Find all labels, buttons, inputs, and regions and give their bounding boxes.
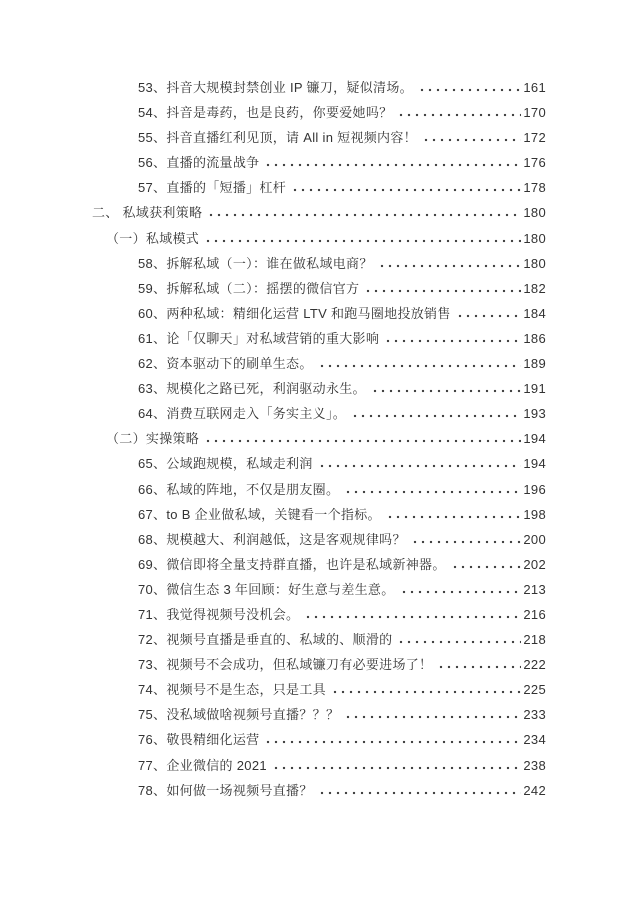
- toc-entry[interactable]: [92, 351, 546, 376]
- toc-entry[interactable]: [92, 552, 546, 577]
- toc-entry[interactable]: [92, 652, 546, 677]
- toc-leader-dots: [344, 715, 521, 719]
- toc-entry[interactable]: [92, 753, 546, 778]
- toc-entry-page: 213: [523, 581, 546, 597]
- toc-entry[interactable]: [92, 727, 546, 752]
- toc-entry[interactable]: [92, 200, 546, 225]
- toc-entry-page: 182: [523, 280, 546, 296]
- toc-entry-page: 176: [523, 155, 546, 171]
- toc-entry[interactable]: [92, 778, 546, 803]
- toc-entry[interactable]: [92, 125, 546, 150]
- toc-entry-page: 186: [523, 330, 546, 346]
- toc-entry[interactable]: [92, 577, 546, 602]
- toc-entry-title: 69、微信即将全量支持群直播，也许是私域新神器。: [138, 556, 446, 572]
- toc-entry-title: （二）实操策略: [106, 431, 200, 447]
- toc-entry-page: 161: [523, 80, 546, 95]
- toc-entry[interactable]: [92, 627, 546, 652]
- toc-leader-dots: [397, 113, 521, 117]
- toc-entry[interactable]: [92, 477, 546, 502]
- toc-leader-dots: [437, 665, 521, 669]
- toc-entry-title: 62、资本驱动下的刷单生态。: [138, 356, 313, 372]
- toc-entry-title: 53、抖音大规模封禁创业 IP 镰刀，疑似清场。: [138, 80, 413, 95]
- toc-entry[interactable]: [92, 426, 546, 451]
- toc-entry-title: 72、视频号直播是垂直的、私域的、顺滑的: [138, 632, 393, 648]
- toc-leader-dots: [344, 490, 521, 494]
- toc-entry-title: 75、没私域做啥视频号直播？？？: [138, 707, 340, 723]
- toc-entry-page: 180: [523, 205, 546, 221]
- toc-entry-title: 71、我觉得视频号没机会。: [138, 606, 300, 622]
- toc-entry-title: 66、私域的阵地，不仅是朋友圈。: [138, 481, 340, 497]
- toc-entry-title: 61、论「仅聊天」对私域营销的重大影响: [138, 330, 380, 346]
- toc-entry-page: 202: [523, 556, 546, 572]
- toc-entry-title: 59、拆解私域（二）：摇摆的微信官方: [138, 280, 360, 296]
- toc-entry-page: 200: [523, 531, 546, 547]
- toc-entry-page: 198: [523, 506, 546, 522]
- toc-entry[interactable]: [92, 451, 546, 476]
- toc-entry[interactable]: [92, 702, 546, 727]
- toc-entry-page: 216: [523, 606, 546, 622]
- toc-leader-dots: [418, 88, 521, 92]
- toc-leader-dots: [204, 439, 521, 443]
- toc-entry[interactable]: [92, 602, 546, 627]
- toc-entry-title: 54、抖音是毒药，也是良药，你要爱她吗？: [138, 105, 393, 121]
- toc-leader-dots: [272, 766, 522, 770]
- toc-entry-page: 233: [523, 707, 546, 723]
- toc-entry[interactable]: [92, 677, 546, 702]
- toc-entry-page: 170: [523, 105, 546, 121]
- toc-entry-title: 60、两种私域：精细化运营 LTV 和跑马圈地投放销售: [138, 305, 451, 321]
- toc-entry-title: 65、公域跑规模，私域走利润: [138, 456, 313, 472]
- toc-entry[interactable]: [92, 100, 546, 125]
- toc-entry[interactable]: [92, 150, 546, 175]
- toc-entry-title: 57、直播的「短播」杠杆: [138, 180, 287, 196]
- toc-entry[interactable]: [92, 75, 546, 100]
- toc-entry-title: 56、直播的流量战争: [138, 155, 260, 171]
- toc-entry-page: 178: [523, 180, 546, 196]
- toc-entry[interactable]: [92, 502, 546, 527]
- toc-leader-dots: [371, 389, 522, 393]
- toc-entry-page: 184: [523, 305, 546, 321]
- toc-entry-page: 242: [523, 782, 546, 798]
- toc-leader-dots: [304, 615, 521, 619]
- toc-entry-title: 67、to B 企业做私域，关键看一个指标。: [138, 506, 381, 522]
- toc-entry[interactable]: [92, 376, 546, 401]
- toc-leader-dots: [291, 188, 521, 192]
- toc-leader-dots: [386, 515, 522, 519]
- toc-entry-title: 73、视频号不会成功，但私域镰刀有必要进场了！: [138, 657, 433, 673]
- toc-list: [92, 75, 546, 803]
- toc-leader-dots: [318, 464, 522, 468]
- toc-entry-title: 76、敬畏精细化运营: [138, 732, 260, 748]
- toc-entry-page: 238: [523, 757, 546, 773]
- toc-entry-page: 225: [523, 682, 546, 698]
- toc-entry-title: 68、规模越大、利润越低，这是客观规律吗？: [138, 531, 406, 547]
- toc-leader-dots: [364, 289, 521, 293]
- toc-leader-dots: [411, 540, 522, 544]
- toc-entry[interactable]: [92, 226, 546, 251]
- toc-entry-title: 二、 私域获利策略: [92, 205, 203, 221]
- toc-leader-dots: [318, 364, 522, 368]
- toc-entry-page: 180: [523, 230, 546, 246]
- toc-entry-page: 234: [523, 732, 546, 748]
- toc-entry-title: 78、如何做一场视频号直播？: [138, 782, 313, 798]
- toc-leader-dots: [397, 640, 521, 644]
- toc-leader-dots: [264, 740, 521, 744]
- toc-leader-dots: [384, 339, 521, 343]
- toc-entry-page: 193: [523, 406, 546, 422]
- toc-entry-title: 70、微信生态 3 年回顾：好生意与差生意。: [138, 581, 395, 597]
- toc-entry[interactable]: [92, 401, 546, 426]
- toc-entry-page: 189: [523, 356, 546, 372]
- toc-leader-dots: [400, 590, 522, 594]
- toc-entry[interactable]: [92, 301, 546, 326]
- toc-entry-page: 194: [523, 431, 546, 447]
- toc-entry[interactable]: [92, 175, 546, 200]
- toc-entry-title: 55、抖音直播红利见顶，请 All in 短视频内容！: [138, 130, 417, 146]
- toc-entry[interactable]: [92, 527, 546, 552]
- toc-leader-dots: [378, 264, 522, 268]
- toc-entry-page: 191: [523, 381, 546, 397]
- toc-entry-title: 58、拆解私域（一）：谁在做私域电商？: [138, 255, 373, 271]
- toc-entry-page: 194: [523, 456, 546, 472]
- toc-entry-page: 196: [523, 481, 546, 497]
- toc-entry[interactable]: [92, 326, 546, 351]
- toc-leader-dots: [422, 138, 521, 142]
- toc-entry-page: 218: [523, 632, 546, 648]
- toc-entry-title: （一）私域模式: [106, 230, 200, 246]
- toc-leader-dots: [451, 565, 522, 569]
- toc-leader-dots: [318, 791, 522, 795]
- toc-entry-page: 222: [523, 657, 546, 673]
- toc-entry-title: 63、规模化之路已死，利润驱动永生。: [138, 381, 366, 397]
- toc-leader-dots: [207, 213, 521, 217]
- toc-leader-dots: [456, 314, 522, 318]
- toc-entry[interactable]: [92, 251, 546, 276]
- toc-entry-title: 77、企业微信的 2021: [138, 757, 267, 773]
- toc-entry-title: 64、消费互联网走入「务实主义」。: [138, 406, 347, 422]
- toc-entry-title: 74、视频号不是生态，只是工具: [138, 682, 326, 698]
- toc-leader-dots: [204, 239, 521, 243]
- toc-entry-page: 180: [523, 255, 546, 271]
- toc-entry-page: 172: [523, 130, 546, 146]
- toc-entry[interactable]: [92, 276, 546, 301]
- toc-leader-dots: [351, 414, 521, 418]
- toc-leader-dots: [331, 690, 521, 694]
- toc-leader-dots: [264, 163, 521, 167]
